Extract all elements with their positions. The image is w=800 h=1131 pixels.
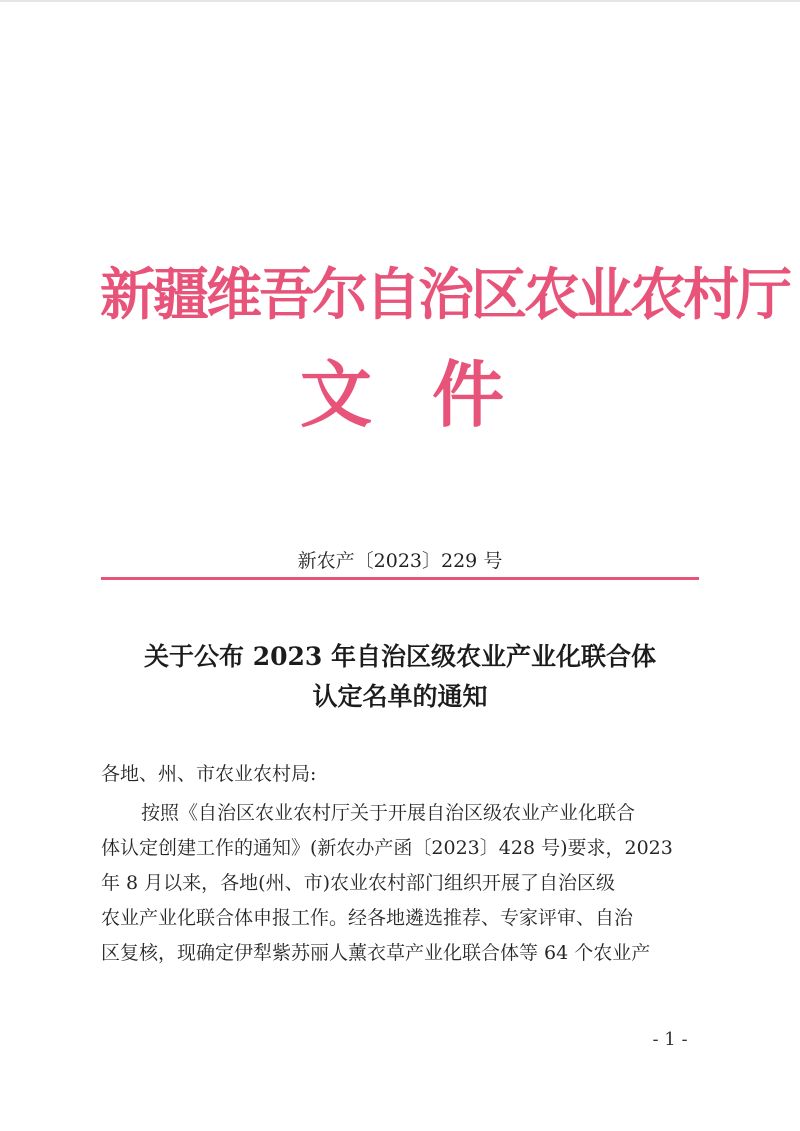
- salutation: 各地、州、市农业农村局:: [101, 763, 317, 785]
- notice-title-line-2: 认定名单的通知: [312, 682, 488, 711]
- body-paragraph-line: 按照《自治区农业农村厅关于开展自治区级农业产业化联合: [141, 802, 636, 824]
- document-type-heading: 文件: [300, 352, 565, 437]
- document-number: 新农产〔2023〕229 号: [297, 550, 503, 572]
- body-paragraph-line: 年 8 月以来，各地(州、市)农业农村部门组织开展了自治区级: [101, 872, 615, 894]
- body-paragraph-line: 体认定创建工作的通知》(新农办产函〔2023〕428 号)要求，2023: [101, 837, 673, 859]
- page-number: - 1 -: [652, 1029, 688, 1050]
- red-header-divider: [101, 577, 699, 580]
- issuing-organization-heading: 新疆维吾尔自治区农业农村厅: [100, 262, 789, 328]
- body-paragraph-line: 区复核，现确定伊犁紫苏丽人薰衣草产业化联合体等 64 个农业产: [101, 942, 651, 964]
- notice-title-line-1: 关于公布 2023 年自治区级农业产业化联合体: [144, 642, 656, 671]
- body-paragraph-line: 农业产业化联合体申报工作。经各地遴选推荐、专家评审、自治: [101, 907, 634, 929]
- page-top-edge: [0, 0, 800, 2]
